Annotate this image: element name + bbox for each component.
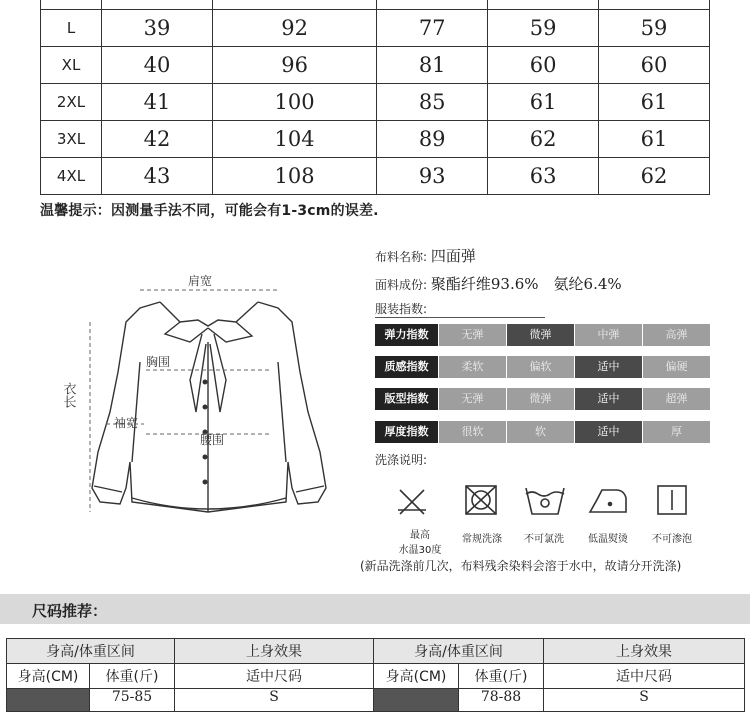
size-cell: 4XL bbox=[41, 158, 102, 195]
index-title: 服装指数: bbox=[375, 302, 428, 316]
value-cell: 60 bbox=[599, 47, 710, 84]
index-label: 质感指数 bbox=[375, 356, 438, 378]
wash-item-4 bbox=[580, 530, 636, 545]
index-option: 超弹 bbox=[643, 388, 710, 410]
value-cell: 108 bbox=[212, 158, 376, 195]
value-cell: 59 bbox=[488, 10, 599, 47]
size-cell: XL bbox=[41, 47, 102, 84]
wash-item-label: 最高 bbox=[410, 530, 430, 541]
value-cell: 100 bbox=[212, 84, 376, 121]
fabric-name-label: 布料名称: bbox=[375, 250, 428, 264]
height-cell bbox=[7, 689, 90, 712]
weight-cell: 75-85 bbox=[90, 689, 175, 712]
divider bbox=[375, 317, 545, 318]
value-cell: 104 bbox=[212, 121, 376, 158]
sleeve-label: 袖宽 bbox=[114, 416, 139, 430]
value-cell: 39 bbox=[102, 10, 213, 47]
garment-diagram bbox=[60, 262, 340, 524]
header-cell: 身高(CM) bbox=[7, 664, 90, 689]
no-soak-icon bbox=[658, 486, 686, 514]
fabric-name bbox=[375, 245, 476, 266]
wash-title: 洗涤说明: bbox=[375, 453, 428, 467]
waist-label: 腰围 bbox=[200, 433, 225, 447]
index-option: 中弹 bbox=[575, 324, 642, 346]
wash-item-3 bbox=[516, 530, 572, 545]
value-cell: 89 bbox=[377, 121, 488, 158]
value-cell: 62 bbox=[488, 121, 599, 158]
wash-item-label: 低温熨烫 bbox=[588, 534, 628, 545]
table-row bbox=[7, 664, 745, 689]
index-option-selected: 适中 bbox=[575, 388, 642, 410]
value-cell: 63 bbox=[488, 158, 599, 195]
index-option-selected: 适中 bbox=[575, 356, 642, 378]
index-row-fit bbox=[375, 388, 711, 410]
index-option: 厚 bbox=[643, 421, 710, 443]
value-cell: 93 bbox=[377, 158, 488, 195]
weight-cell: 78-88 bbox=[459, 689, 544, 712]
index-label: 弹力指数 bbox=[375, 324, 438, 346]
index-option-selected: 适中 bbox=[575, 421, 642, 443]
index-option: 高弹 bbox=[643, 324, 710, 346]
value-cell: 59 bbox=[599, 10, 710, 47]
fit-cell: S bbox=[544, 689, 745, 712]
fit-cell: S bbox=[175, 689, 374, 712]
recommend-title: 尺码推荐： bbox=[32, 602, 108, 620]
composition-value: 聚酯纤维93.6% 氨纶6.4% bbox=[430, 275, 622, 293]
size-cell: L bbox=[41, 10, 102, 47]
index-label: 厚度指数 bbox=[375, 421, 438, 443]
table-row bbox=[41, 84, 710, 121]
header-cell: 身高/体重区间 bbox=[374, 639, 544, 664]
header-cell: 身高/体重区间 bbox=[7, 639, 175, 664]
index-option: 很软 bbox=[439, 421, 506, 443]
value-cell: 85 bbox=[377, 84, 488, 121]
value-cell: 92 bbox=[212, 10, 376, 47]
header-cell: 体重(斤) bbox=[459, 664, 544, 689]
index-option: 无弹 bbox=[439, 388, 506, 410]
index-label: 版型指数 bbox=[375, 388, 438, 410]
value-cell: 96 bbox=[212, 47, 376, 84]
table-row bbox=[41, 158, 710, 195]
table-row bbox=[41, 0, 710, 10]
index-row-elasticity bbox=[375, 324, 711, 346]
size-table bbox=[40, 0, 710, 195]
measurement-tip: 温馨提示：因测量手法不同，可能会有1-3cm的误差. bbox=[40, 203, 379, 219]
value-cell: 60 bbox=[488, 47, 599, 84]
index-row-thickness bbox=[375, 421, 711, 443]
value-cell: 61 bbox=[599, 121, 710, 158]
index-option-selected: 微弹 bbox=[507, 324, 574, 346]
wash-item-label: 不可渗泡 bbox=[652, 534, 692, 545]
header-cell: 上身效果 bbox=[544, 639, 745, 664]
wash-icons bbox=[390, 478, 710, 524]
value-cell: 61 bbox=[488, 84, 599, 121]
fabric-name-value: 四面弹 bbox=[430, 247, 476, 265]
header-cell: 适中尺码 bbox=[544, 664, 745, 689]
shoulder-label: 肩宽 bbox=[188, 274, 213, 288]
composition-label: 面料成份: bbox=[375, 278, 428, 292]
wash-item-5 bbox=[644, 530, 700, 545]
table-row bbox=[7, 639, 745, 664]
chest-label: 胸围 bbox=[146, 355, 171, 369]
value-cell: 43 bbox=[102, 158, 213, 195]
wash-item-label: 不可氯洗 bbox=[524, 534, 564, 545]
length-label: 衣长 bbox=[60, 382, 76, 408]
index-row-texture bbox=[375, 356, 711, 378]
wash-item-2 bbox=[454, 530, 510, 545]
value-cell: 81 bbox=[377, 47, 488, 84]
value-cell: 61 bbox=[599, 84, 710, 121]
low-iron-icon bbox=[590, 490, 626, 512]
recommend-banner bbox=[0, 594, 750, 624]
recommend-table bbox=[6, 638, 745, 712]
wash-note: (新品洗涤前几次，布料残余染料会溶于水中，故请分开洗涤) bbox=[360, 559, 682, 573]
no-bleach-icon bbox=[526, 488, 564, 514]
header-cell: 体重(斤) bbox=[90, 664, 175, 689]
height-cell bbox=[374, 689, 459, 712]
value-cell: 41 bbox=[102, 84, 213, 121]
header-cell: 身高(CM) bbox=[374, 664, 459, 689]
value-cell: 62 bbox=[599, 158, 710, 195]
no-machine-wash-icon bbox=[466, 486, 496, 514]
value-cell: 77 bbox=[377, 10, 488, 47]
header-cell: 上身效果 bbox=[175, 639, 374, 664]
index-option: 偏硬 bbox=[643, 356, 710, 378]
wash-item-label: 水温30度 bbox=[398, 545, 442, 556]
index-option: 偏软 bbox=[507, 356, 574, 378]
wash-item-1 bbox=[392, 526, 448, 556]
table-row bbox=[7, 689, 745, 712]
wash-item-label: 常规洗涤 bbox=[462, 534, 502, 545]
hand-wash-30-icon bbox=[398, 490, 426, 514]
value-cell: 40 bbox=[102, 47, 213, 84]
index-option: 软 bbox=[507, 421, 574, 443]
size-cell: 2XL bbox=[41, 84, 102, 121]
table-row bbox=[41, 47, 710, 84]
table-row bbox=[41, 121, 710, 158]
fabric-composition bbox=[375, 273, 622, 294]
size-cell: 3XL bbox=[41, 121, 102, 158]
index-option: 微弹 bbox=[507, 388, 574, 410]
header-cell: 适中尺码 bbox=[175, 664, 374, 689]
index-option: 无弹 bbox=[439, 324, 506, 346]
index-option: 柔软 bbox=[439, 356, 506, 378]
value-cell: 42 bbox=[102, 121, 213, 158]
table-row bbox=[41, 10, 710, 47]
